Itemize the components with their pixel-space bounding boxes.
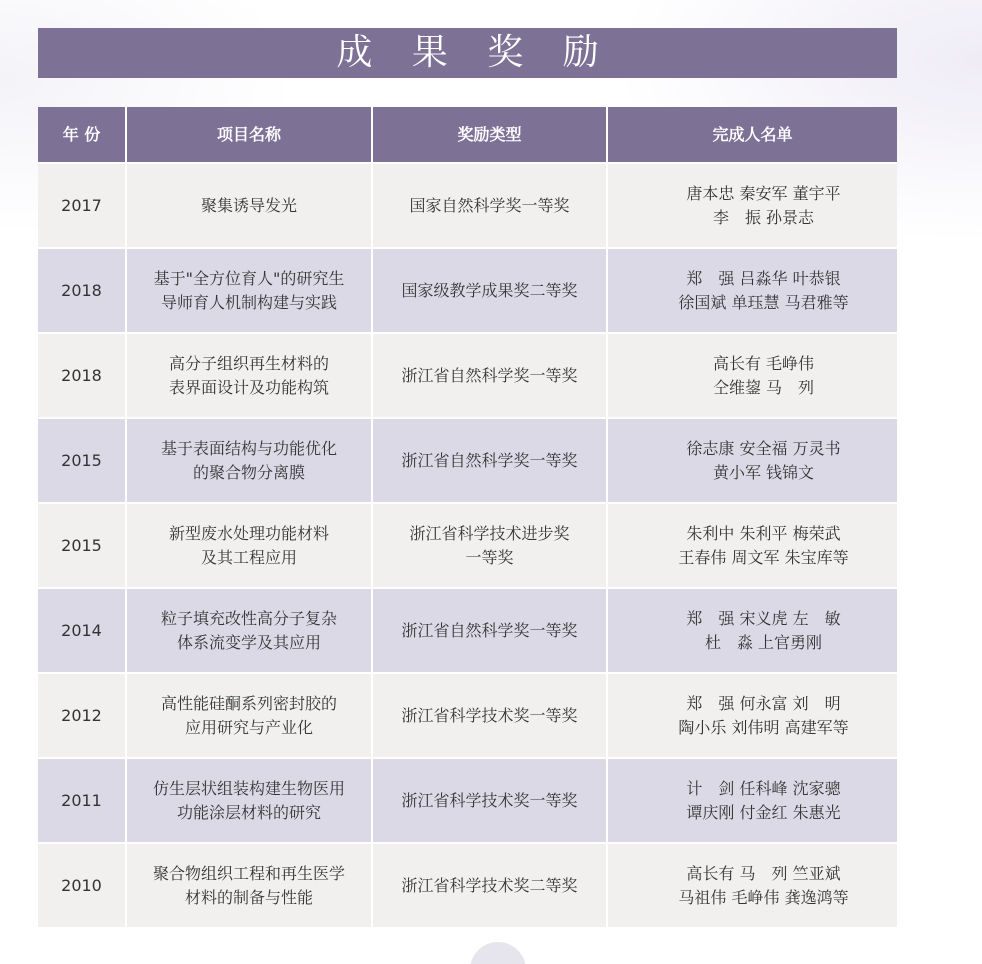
award-cell <box>372 843 607 928</box>
people-cell-line: 谭庆刚 付金红 朱惠光 <box>686 802 841 822</box>
year-cell: 2018 <box>38 333 126 418</box>
title-banner <box>38 28 897 78</box>
project-cell <box>126 163 372 248</box>
people-cell-line: 计 剑 任科峰 沈家骢 <box>686 778 841 798</box>
project-cell <box>126 588 372 673</box>
award-cell <box>372 673 607 758</box>
award-cell <box>372 163 607 248</box>
project-cell-line: 粒子填充改性高分子复杂 <box>160 608 337 628</box>
table-row <box>38 758 897 843</box>
people-cell <box>607 843 897 928</box>
header-project: 项目名称 <box>126 107 372 163</box>
award-cell-line: 浙江省科学技术进步奖 <box>409 523 570 543</box>
award-cell-line: 一等奖 <box>465 547 514 567</box>
people-cell-line: 高长有 毛峥伟 <box>712 353 815 373</box>
table-row <box>38 673 897 758</box>
project-cell-line: 仿生层状组装构建生物医用 <box>152 778 345 798</box>
award-cell-line: 浙江省自然科学奖一等奖 <box>401 620 578 640</box>
table-row <box>38 248 897 333</box>
project-cell <box>126 333 372 418</box>
project-cell <box>126 673 372 758</box>
project-cell-line: 材料的制备与性能 <box>184 887 313 907</box>
people-cell <box>607 248 897 333</box>
award-cell-line: 浙江省科学技术奖二等奖 <box>401 875 578 895</box>
table-row <box>38 163 897 248</box>
people-cell <box>607 418 897 503</box>
people-cell-line: 陶小乐 刘伟明 高建军等 <box>678 717 849 737</box>
people-cell-line: 徐国斌 单珏慧 马君雅等 <box>678 292 849 312</box>
award-cell <box>372 248 607 333</box>
table-row <box>38 418 897 503</box>
project-cell-line: 新型废水处理功能材料 <box>168 523 329 543</box>
year-cell: 2010 <box>38 843 126 928</box>
project-cell-line: 及其工程应用 <box>200 547 297 567</box>
people-cell-line: 黄小军 钱锦文 <box>712 462 815 482</box>
table-row <box>38 503 897 588</box>
people-cell-line: 杜 淼 上官勇刚 <box>704 632 823 652</box>
project-cell-line: 基于表面结构与功能优化 <box>160 438 337 458</box>
project-cell-line: 导师育人机制构建与实践 <box>160 292 337 312</box>
year-cell: 2012 <box>38 673 126 758</box>
people-cell-line: 郑 强 宋义虎 左 敏 <box>686 608 841 628</box>
project-cell <box>126 758 372 843</box>
award-cell-line: 国家级教学成果奖二等奖 <box>401 280 578 300</box>
project-cell-line: 高性能硅酮系列密封胶的 <box>160 693 337 713</box>
people-cell <box>607 758 897 843</box>
people-cell <box>607 503 897 588</box>
page-title: 成 果 奖 励 <box>336 32 613 73</box>
award-cell-line: 浙江省自然科学奖一等奖 <box>401 365 578 385</box>
project-cell-line: 的聚合物分离膜 <box>192 462 305 482</box>
people-cell-line: 王春伟 周文军 朱宝库等 <box>678 547 849 567</box>
table-row <box>38 588 897 673</box>
people-cell-line: 唐本忠 秦安军 董宇平 <box>686 183 841 203</box>
award-cell-line: 国家自然科学奖一等奖 <box>409 195 570 215</box>
awards-table <box>38 107 897 929</box>
project-cell-line: 聚集诱导发光 <box>200 195 297 215</box>
project-cell-line: 应用研究与产业化 <box>184 717 313 737</box>
table-row <box>38 333 897 418</box>
header-year: 年 份 <box>38 107 126 163</box>
award-cell <box>372 333 607 418</box>
award-cell <box>372 588 607 673</box>
project-cell-line: 体系流变学及其应用 <box>176 632 321 652</box>
project-cell-line: 表界面设计及功能构筑 <box>168 377 329 397</box>
people-cell-line: 李 振 孙景志 <box>712 207 815 227</box>
year-cell: 2015 <box>38 418 126 503</box>
year-cell: 2014 <box>38 588 126 673</box>
header-award: 奖励类型 <box>372 107 607 163</box>
award-cell <box>372 503 607 588</box>
project-cell-line: 功能涂层材料的研究 <box>176 802 321 822</box>
people-cell <box>607 673 897 758</box>
table-body <box>38 163 897 928</box>
project-cell <box>126 843 372 928</box>
people-cell <box>607 333 897 418</box>
people-cell-line: 高长有 马 列 竺亚斌 <box>686 863 841 883</box>
people-cell <box>607 163 897 248</box>
award-cell-line: 浙江省科学技术奖一等奖 <box>401 705 578 725</box>
award-cell <box>372 418 607 503</box>
year-cell: 2018 <box>38 248 126 333</box>
people-cell-line: 郑 强 何永富 刘 明 <box>686 693 841 713</box>
people-cell-line: 朱利中 朱利平 梅荣武 <box>686 523 841 543</box>
award-cell-line: 浙江省自然科学奖一等奖 <box>401 450 578 470</box>
people-cell <box>607 588 897 673</box>
project-cell <box>126 503 372 588</box>
award-cell <box>372 758 607 843</box>
project-cell-line: 聚合物组织工程和再生医学 <box>152 863 345 883</box>
table-header-row <box>38 107 897 163</box>
project-cell <box>126 418 372 503</box>
project-cell-line: 高分子组织再生材料的 <box>168 353 329 373</box>
year-cell: 2015 <box>38 503 126 588</box>
people-cell-line: 郑 强 吕淼华 叶恭银 <box>686 268 841 288</box>
decorative-circle <box>470 942 526 964</box>
people-cell-line: 马祖伟 毛峥伟 龚逸鸿等 <box>678 887 849 907</box>
people-cell-line: 徐志康 安全福 万灵书 <box>686 438 841 458</box>
people-cell-line: 仝维鋆 马 列 <box>712 377 815 397</box>
year-cell: 2017 <box>38 163 126 248</box>
project-cell-line: 基于"全方位育人"的研究生 <box>153 268 345 288</box>
project-cell <box>126 248 372 333</box>
table-row <box>38 843 897 928</box>
award-cell-line: 浙江省科学技术奖一等奖 <box>401 790 578 810</box>
header-people: 完成人名单 <box>607 107 897 163</box>
year-cell: 2011 <box>38 758 126 843</box>
